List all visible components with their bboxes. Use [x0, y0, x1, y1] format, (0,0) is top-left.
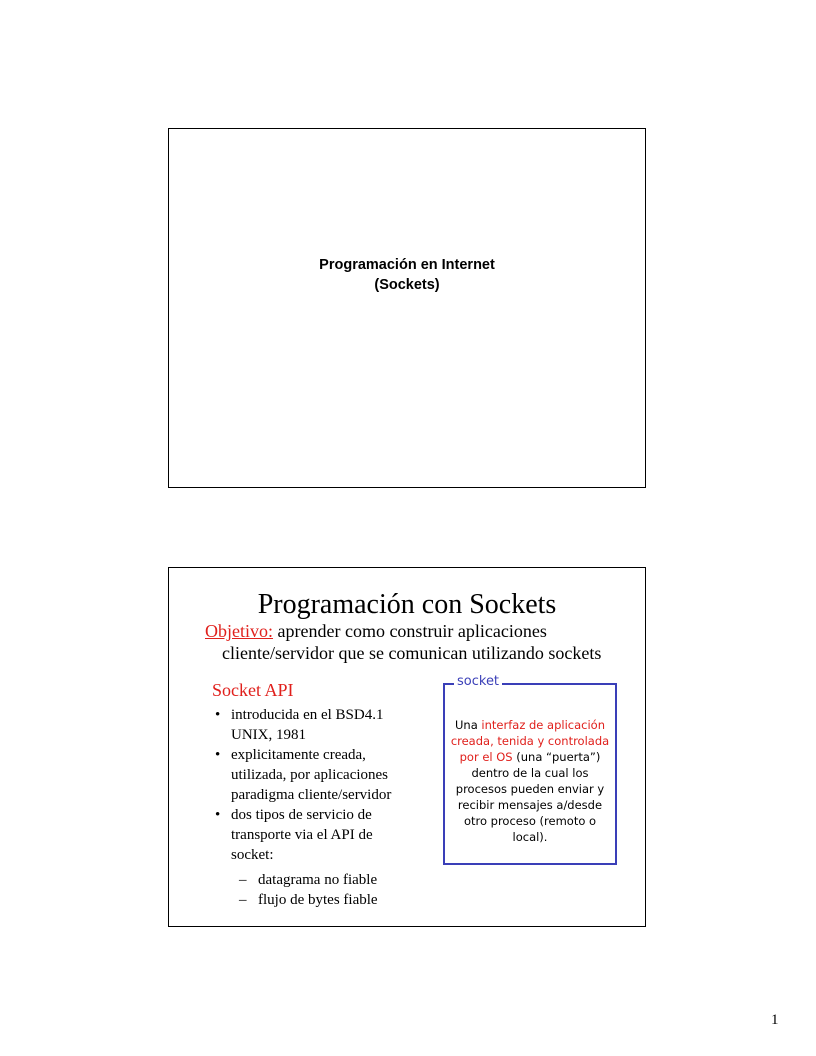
bullet-line: paradigma cliente/servidor — [231, 787, 392, 803]
slide-1-title-line-1: Programación en Internet — [319, 257, 495, 273]
sub-bullet-text: flujo de bytes fiable — [258, 892, 378, 908]
list-item — [212, 870, 432, 890]
bullet-line: transporte via el API de — [231, 827, 373, 843]
definition-text-start: Una — [455, 718, 482, 732]
objective-text-line-2: cliente/servidor que se comunican utilizando sockets — [222, 643, 602, 663]
bullet-mark: • — [215, 707, 221, 723]
slide-2 — [168, 567, 646, 927]
list-item — [212, 745, 422, 805]
slide-1-title — [169, 255, 645, 295]
dash-mark: – — [239, 872, 247, 888]
slide-2-title: Programación con Sockets — [257, 589, 557, 620]
dash-mark: – — [239, 892, 247, 908]
bullet-line: dos tipos de servicio de — [231, 807, 372, 823]
bullet-line: introducida en el BSD4.1 — [231, 707, 384, 723]
socket-box-label: socket — [454, 673, 502, 691]
definition-text-end: (una “puerta”) dentro de la cual los procesos pueden enviar y recibir mensajes a/desde otro proceso (remoto o local). — [455, 750, 605, 844]
objective-text-line-1: aprender como construir aplicaciones — [273, 621, 547, 641]
socket-api-bullets — [212, 705, 422, 865]
objective-paragraph — [205, 620, 635, 664]
bullet-line: utilizada, por aplicaciones — [231, 767, 389, 783]
bullet-line: explicitamente creada, — [231, 747, 366, 763]
list-item — [212, 890, 432, 910]
objective-label: Objetivo: — [205, 621, 273, 641]
list-item — [212, 705, 422, 745]
socket-api-heading: Socket API — [212, 680, 294, 700]
socket-service-types — [212, 870, 432, 910]
bullet-mark: • — [215, 807, 221, 823]
socket-definition-text — [449, 717, 611, 845]
sub-bullet-text: datagrama no fiable — [258, 872, 378, 888]
slide-1 — [168, 128, 646, 488]
bullet-mark: • — [215, 747, 221, 763]
bullet-line: UNIX, 1981 — [231, 727, 306, 743]
bullet-line: socket: — [231, 847, 274, 863]
slide-1-title-line-2: (Sockets) — [374, 277, 440, 293]
definition-highlight: interfaz de aplicación creada, tenida y controlada por el OS — [450, 718, 610, 764]
socket-definition-box — [443, 674, 617, 865]
list-item — [212, 805, 422, 865]
page-number: 1 — [771, 1012, 779, 1028]
